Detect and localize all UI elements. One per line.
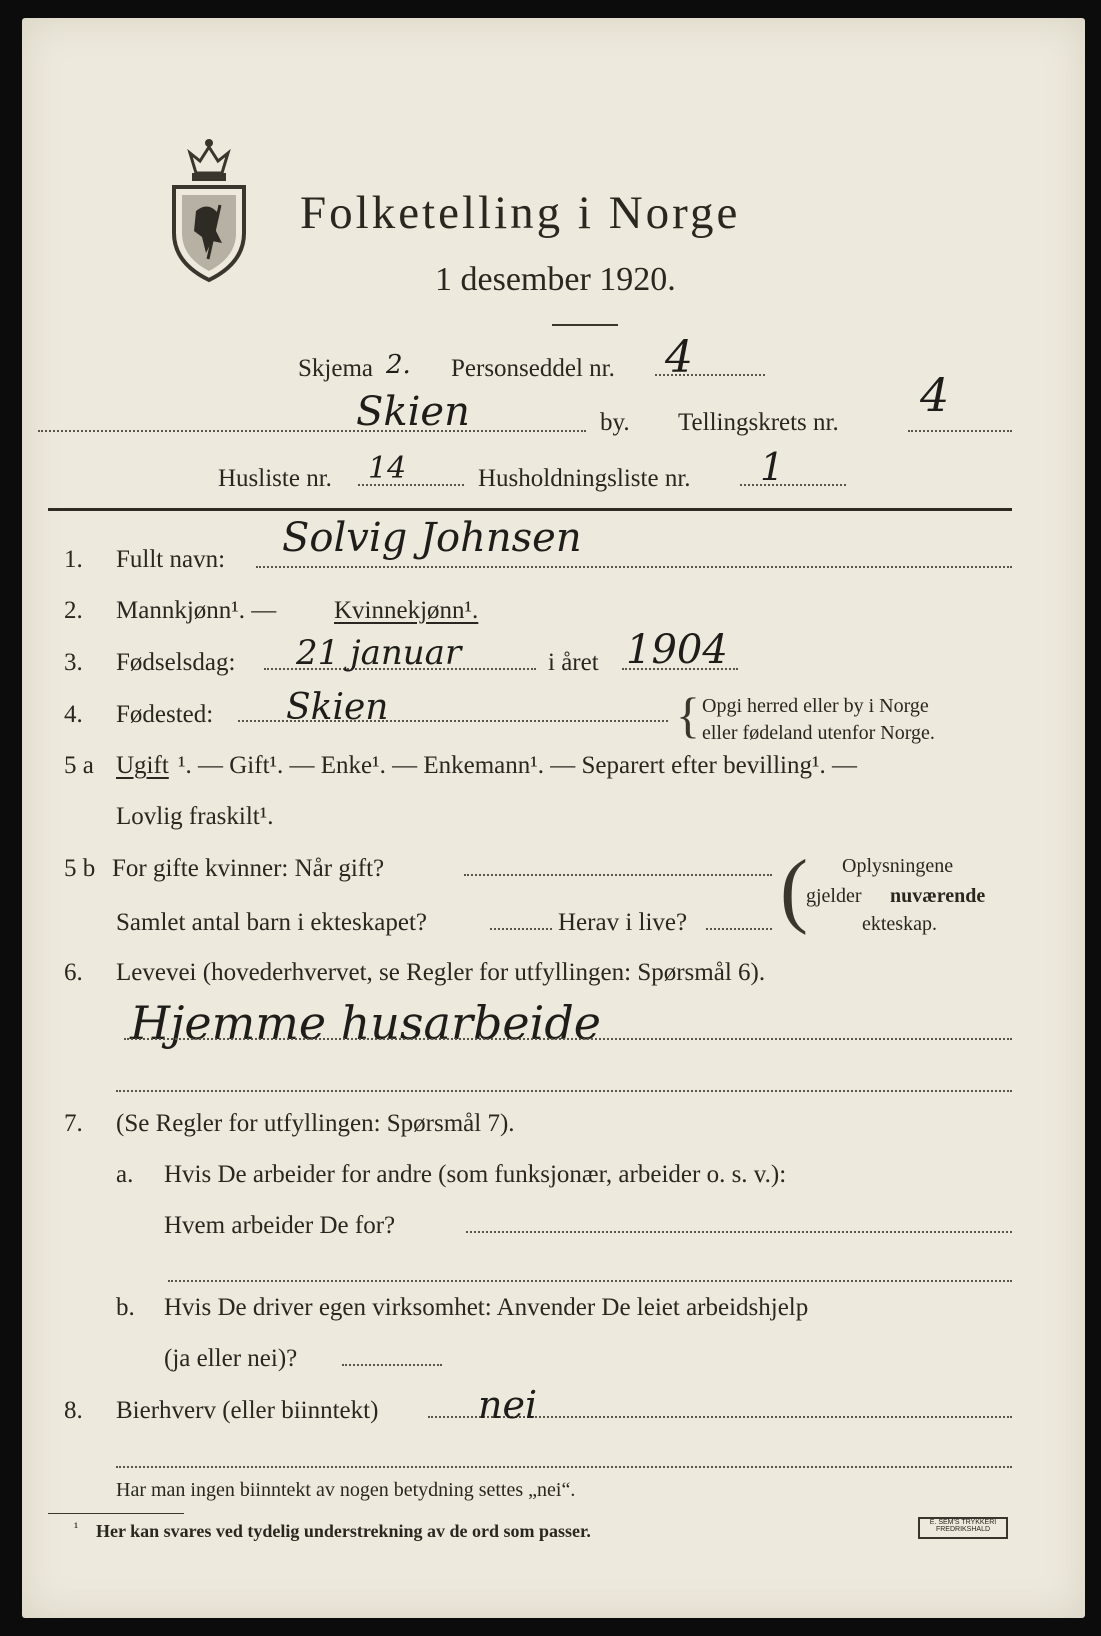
personseddel-label: Personseddel nr. — [451, 355, 615, 382]
q5b-label1: For gifte kvinner: Når gift? — [112, 855, 385, 882]
q5a-ugift: Ugift — [116, 752, 169, 779]
q3-number: 3. — [64, 649, 83, 676]
q5b-note-line2a: gjelder — [806, 885, 862, 907]
title-separator — [552, 324, 618, 326]
husholdning-label: Husholdningsliste nr. — [478, 465, 691, 492]
q2-male: Mannkjønn¹. — — [116, 597, 277, 624]
q4-label: Fødested: — [116, 701, 214, 728]
q5a-line2: Lovlig fraskilt¹. — [116, 803, 274, 830]
q5b-brace: ( — [780, 843, 808, 936]
by-label: by. — [600, 409, 630, 436]
q5b-number: 5 b — [64, 855, 96, 882]
q5b-note-line2b: nuværende — [890, 885, 986, 907]
q2-female: Kvinnekjønn¹. — [334, 597, 479, 624]
husliste-label: Husliste nr. — [218, 465, 332, 492]
q7a-employer-line — [466, 1231, 1012, 1233]
q5b-children-line — [490, 928, 552, 930]
q7b-line2: (ja eller nei)? — [164, 1345, 298, 1372]
q3-value: 21 januar — [296, 633, 462, 673]
q3-label: Fødselsdag: — [116, 649, 236, 676]
q5a-number: 5 a — [64, 752, 94, 779]
footnote-mark: ¹ — [74, 1521, 79, 1536]
footnote-text: Her kan svares ved tydelig understrekning av de ord som passer. — [96, 1521, 591, 1541]
q4-brace: { — [676, 687, 700, 743]
by-line — [38, 430, 586, 432]
q5b-note-line3: ekteskap. — [862, 913, 937, 935]
q5a-options: ¹. — Gift¹. — Enke¹. — Enkemann¹. — Separert efter bevilling¹. — — [178, 752, 857, 779]
q7b-line1: Hvis De driver egen virksomhet: Anvender De leiet arbeidshjelp — [164, 1294, 809, 1321]
q7b-answer-line — [342, 1364, 442, 1366]
q5b-alive-line — [706, 928, 772, 930]
skjema-label: Skjema — [298, 355, 373, 382]
by-value: Skien — [356, 389, 470, 435]
husholdning-line — [740, 484, 846, 486]
q5b-label3: Herav i live? — [558, 909, 688, 936]
q4-note-line2: eller fødeland utenfor Norge. — [702, 722, 935, 744]
footnote-separator — [48, 1513, 184, 1514]
q8-line2 — [116, 1466, 1012, 1468]
q1-line — [256, 566, 1012, 568]
q8-label: Bierhverv (eller biinntekt) — [116, 1397, 379, 1424]
printer-stamp-line1: E. SEM'S TRYKKERI — [929, 1519, 997, 1526]
q3-year-value: 1904 — [626, 627, 728, 673]
q7a-line1: Hvis De arbeider for andre (som funksjonær, arbeider o. s. v.): — [164, 1161, 787, 1188]
q7a-line2: Hvem arbeider De for? — [164, 1212, 396, 1239]
tellingskrets-label: Tellingskrets nr. — [678, 409, 839, 436]
q3-year-label: i året — [548, 649, 599, 676]
tellingskrets-value: 4 — [920, 368, 950, 422]
q7a-employer-line2 — [168, 1280, 1012, 1282]
q6-line1 — [124, 1038, 1012, 1040]
q7a-letter: a. — [116, 1161, 134, 1188]
q6-line2 — [116, 1090, 1012, 1092]
header-divider — [48, 508, 1012, 511]
q4-number: 4. — [64, 701, 83, 728]
q1-number: 1. — [64, 546, 83, 573]
q7-number: 7. — [64, 1110, 83, 1137]
q8-value: nei — [478, 1383, 538, 1427]
norway-coat-of-arms-icon — [168, 135, 250, 285]
husholdning-value: 1 — [760, 445, 785, 489]
tellingskrets-line — [908, 430, 1012, 432]
printer-stamp — [918, 1517, 1008, 1539]
q5b-label2: Samlet antal barn i ekteskapet? — [116, 909, 427, 936]
personseddel-value: 4 — [665, 332, 693, 383]
q7-label: (Se Regler for utfyllingen: Spørsmål 7). — [116, 1110, 515, 1137]
q7b-letter: b. — [116, 1294, 135, 1321]
q1-value: Solvig Johnsen — [282, 515, 582, 561]
skjema-value: 2. — [386, 350, 411, 380]
husliste-value: 14 — [368, 451, 407, 486]
q2-number: 2. — [64, 597, 83, 624]
q5b-when-line — [464, 874, 772, 876]
q4-note-line1: Opgi herred eller by i Norge — [702, 695, 929, 717]
form-title: Folketelling i Norge — [300, 187, 741, 239]
q5b-note-line1: Oplysningene — [842, 855, 954, 877]
census-date: 1 desember 1920. — [435, 261, 676, 298]
q4-value: Skien — [286, 687, 389, 728]
q6-value: Hjemme husarbeide — [130, 996, 602, 1050]
q8-number: 8. — [64, 1397, 83, 1424]
q1-label: Fullt navn: — [116, 546, 226, 573]
q6-label: Levevei (hovederhvervet, se Regler for utfyllingen: Spørsmål 6). — [116, 959, 766, 986]
printer-stamp-line2: FREDRIKSHALD — [935, 1526, 991, 1533]
biinntekt-note: Har man ingen biinntekt av nogen betydning settes „nei“. — [116, 1479, 576, 1501]
q6-number: 6. — [64, 959, 83, 986]
